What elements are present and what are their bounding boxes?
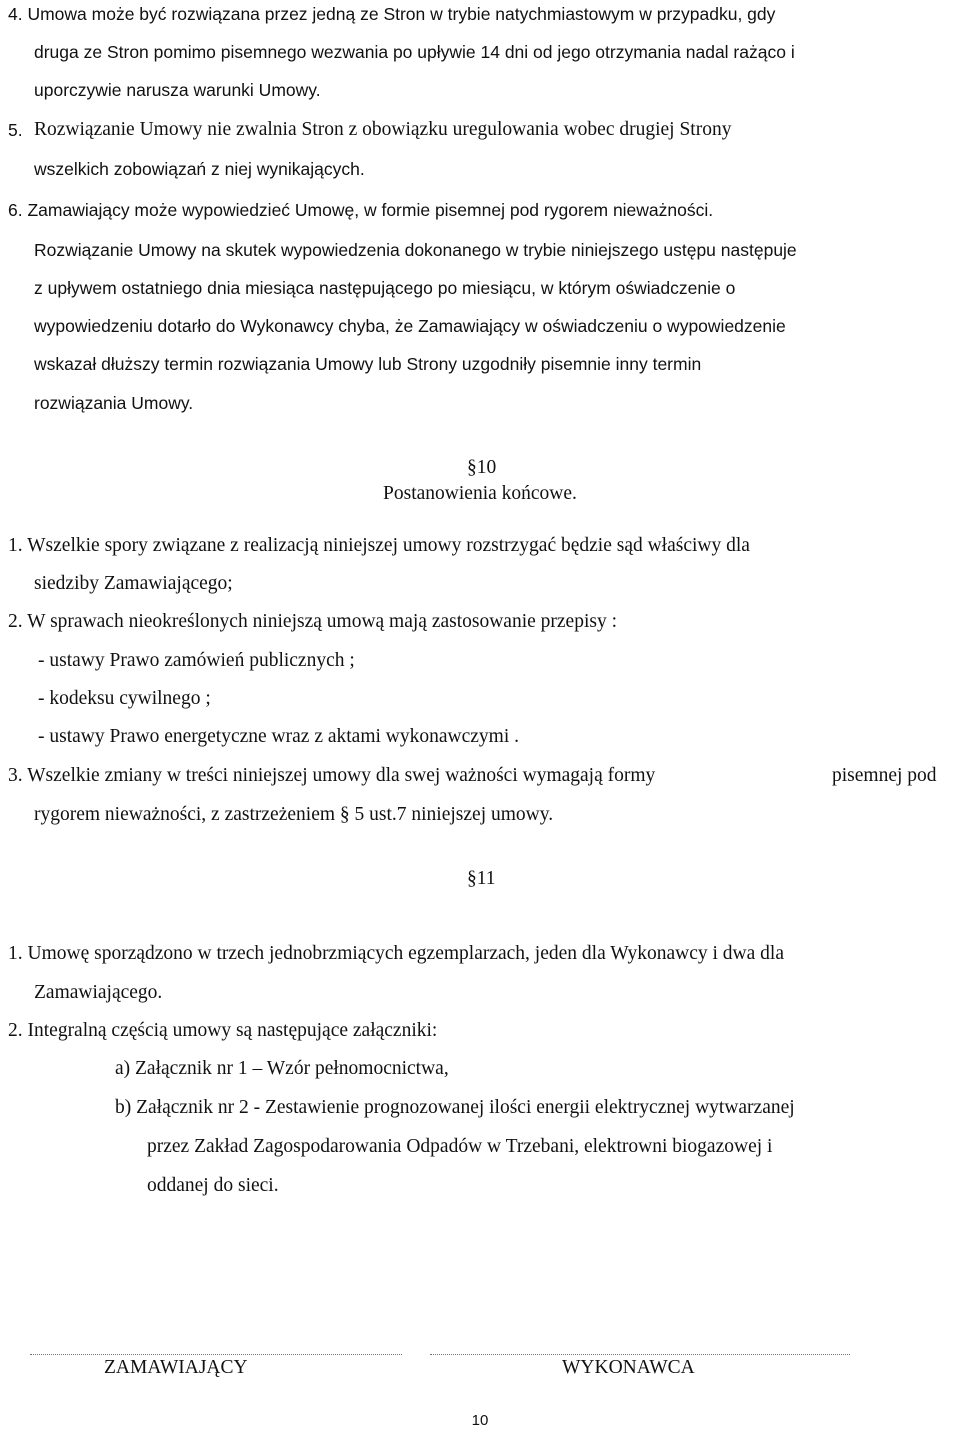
attachment-a: a) Załącznik nr 1 – Wzór pełnomocnictwa,: [115, 1058, 449, 1079]
attachment-b-line1: b) Załącznik nr 2 - Zestawienie prognozowanej ilości energii elektrycznej wytwarzanej: [115, 1097, 795, 1118]
para5-line2: wszelkich zobowiązań z niej wynikających.: [34, 159, 365, 179]
para6-line3: z upływem ostatniego dnia miesiąca następującego po miesiącu, w którym oświadczenie o: [34, 278, 736, 298]
list-item: - ustawy Prawo zamówień publicznych ;: [38, 650, 355, 671]
para5-line1: Rozwiązanie Umowy nie zwalnia Stron z obowiązku uregulowania wobec drugiej Strony: [34, 119, 732, 140]
para4-line1: 4. Umowa może być rozwiązana przez jedną ze Stron w trybie natychmiastowym w przypadku, gdy: [8, 4, 776, 24]
para6-line2: Rozwiązanie Umowy na skutek wypowiedzenia dokonanego w trybie niniejszego ustępu następuje: [34, 240, 797, 260]
s10-p3-line1a: 3. Wszelkie zmiany w treści niniejszej umowy dla swej ważności wymagają formy: [8, 765, 656, 786]
para6-line5: wskazał dłuższy termin rozwiązania Umowy lub Strony uzgodniły pisemnie inny termin: [34, 354, 702, 374]
attachment-b-line3: oddanej do sieci.: [147, 1175, 279, 1196]
para6-line1: 6. Zamawiający może wypowiedzieć Umowę, w formie pisemnej pod rygorem nieważności.: [8, 200, 714, 220]
section-11-number: §11: [467, 868, 496, 889]
para4-line2: druga ze Stron pomimo pisemnego wezwania po upływie 14 dni od jego otrzymania nadal rażąco i: [34, 42, 795, 62]
signature-line-left: [30, 1354, 402, 1355]
para4-line3: uporczywie narusza warunki Umowy.: [34, 80, 321, 100]
list-item: - kodeksu cywilnego ;: [38, 688, 211, 709]
para6-line6: rozwiązania Umowy.: [34, 393, 194, 413]
para6-line4: wypowiedzeniu dotarło do Wykonawcy chyba, że Zamawiający w oświadczeniu o wypowiedzenie: [34, 316, 786, 336]
s11-p1-line2: Zamawiającego.: [34, 982, 163, 1003]
s10-p3-line1b: pisemnej pod: [832, 765, 937, 786]
s10-p1-line1: 1. Wszelkie spory związane z realizacją niniejszej umowy rozstrzygać będzie sąd właściwy dla: [8, 535, 750, 556]
signature-line-right: [430, 1354, 850, 1355]
s10-p2-line1: 2. W sprawach nieokreślonych niniejszą umową mają zastosowanie przepisy :: [8, 611, 618, 632]
section-10-number: §10: [467, 457, 497, 478]
s10-p3-line2: rygorem nieważności, z zastrzeżeniem § 5 ust.7 niniejszej umowy.: [34, 804, 554, 825]
s11-p2-line1: 2. Integralną częścią umowy są następujące załączniki:: [8, 1020, 438, 1041]
list-item: - ustawy Prawo energetyczne wraz z aktami wykonawczymi .: [38, 726, 519, 747]
s10-p1-line2: siedziby Zamawiającego;: [34, 573, 233, 594]
signature-label-right: WYKONAWCA: [562, 1357, 695, 1378]
s11-p1-line1: 1. Umowę sporządzono w trzech jednobrzmiących egzemplarzach, jeden dla Wykonawcy i dwa dla: [8, 943, 784, 964]
attachment-b-line2: przez Zakład Zagospodarowania Odpadów w Trzebani, elektrowni biogazowej i: [147, 1136, 773, 1157]
signature-label-left: ZAMAWIAJĄCY: [104, 1357, 248, 1378]
para5-number: 5.: [8, 120, 23, 140]
section-10-title: Postanowienia końcowe.: [383, 483, 577, 504]
page-number: 10: [471, 1412, 489, 1429]
